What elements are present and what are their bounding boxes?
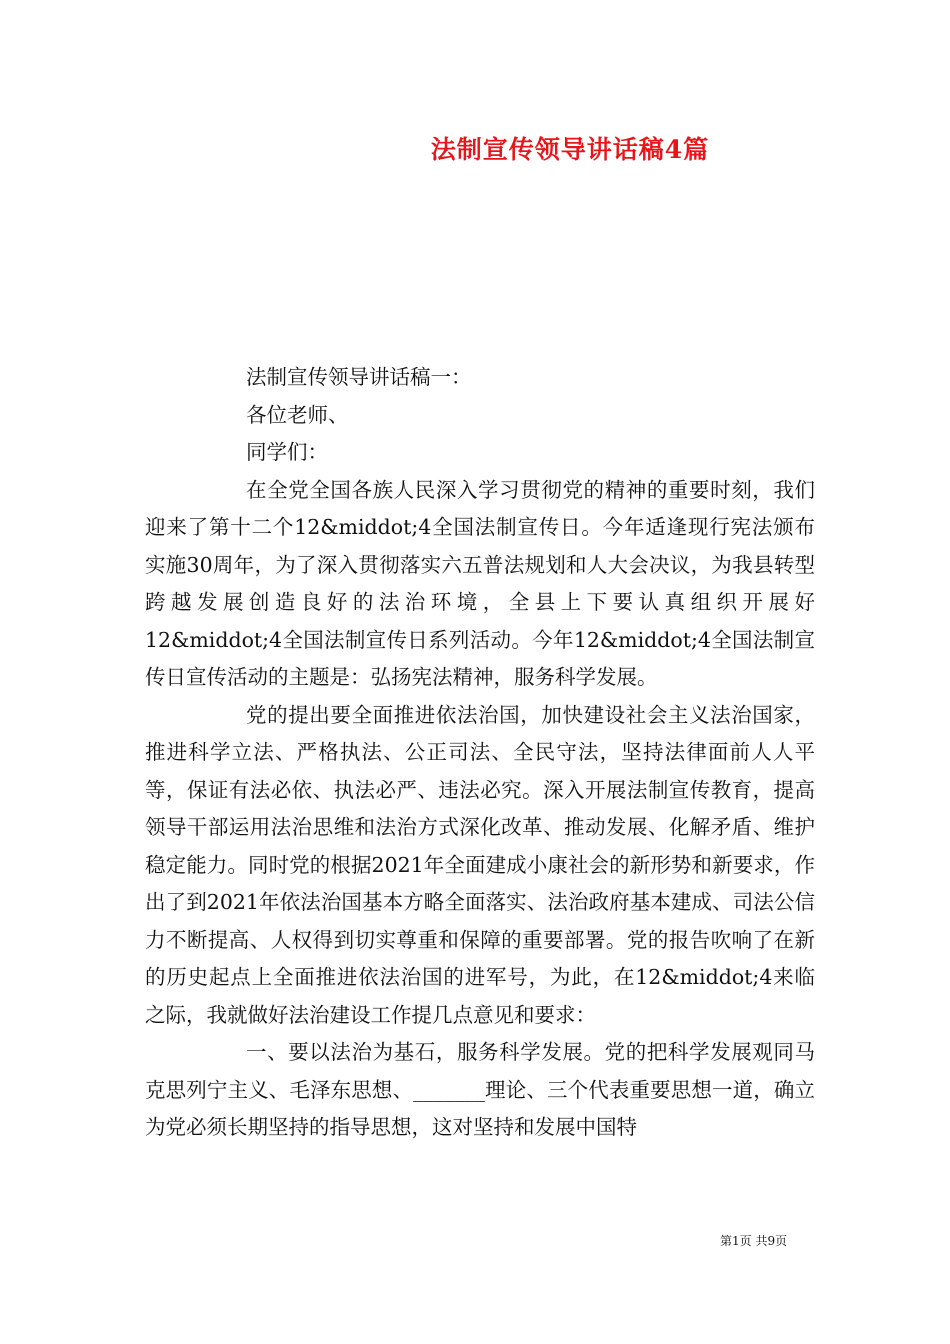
paragraph-salutation-teachers: 各位老师、 [246,402,349,427]
document-title: 法制宣传领导讲话稿4篇 [430,135,710,164]
paragraph-salutation-students: 同学们： [246,440,328,464]
paragraph-body: 在全党全国各族人民深入学习贯彻党的精神的重要时刻，我们迎来了第十二个12&middot;4全国法制宣传日。今年适逢现行宪法颁布实施30周年，为了深入贯彻落实六五普法规划和人大会决议，为我县转型跨越发展创造良好的法治环境，全县上下要认真组织开展好12&middot;4全国法制宣传日系列活动。今年12&middot;4全国法制宣传日宣传活动的主题是：弘扬宪法精神，服务科学发展。 [145,477,815,689]
document-body [145,359,815,1147]
paragraph-body: 党的提出要全面推进依法治国，加快建设社会主义法治国家，推进科学立法、严格执法、公正司法、全民守法，坚持法律面前人人平等，保证有法必依、执法必严、违法必究。深入开展法制宣传教育，提高领导干部运用法治思维和法治方式深化改革、推动发展、化解矛盾、维护稳定能力。同时党的根据2021年全面建成小康社会的新形势和新要求，作出了到2021年依法治国基本方略全面落实、法治政府基本建成、司法公信力不断提高、人权得到切实尊重和保障的重要部署。党的报告吹响了在新的历史起点上全面推进依法治国的进军号，为此，在12&middot;4来临之际，我就做好法治建设工作提几点意见和要求： [145,702,815,1027]
paragraph-body: 一、要以法治为基石，服务科学发展。党的把科学发展观同马克思列宁主义、毛泽东思想、_______理论、三个代表重要思想一道，确立为党必须长期坚持的指导思想，这对坚持和发展中国特 [145,1040,815,1139]
paragraph-heading: 法制宣传领导讲话稿一： [246,365,472,389]
page-number: 第1页 共9页 [720,1234,788,1248]
